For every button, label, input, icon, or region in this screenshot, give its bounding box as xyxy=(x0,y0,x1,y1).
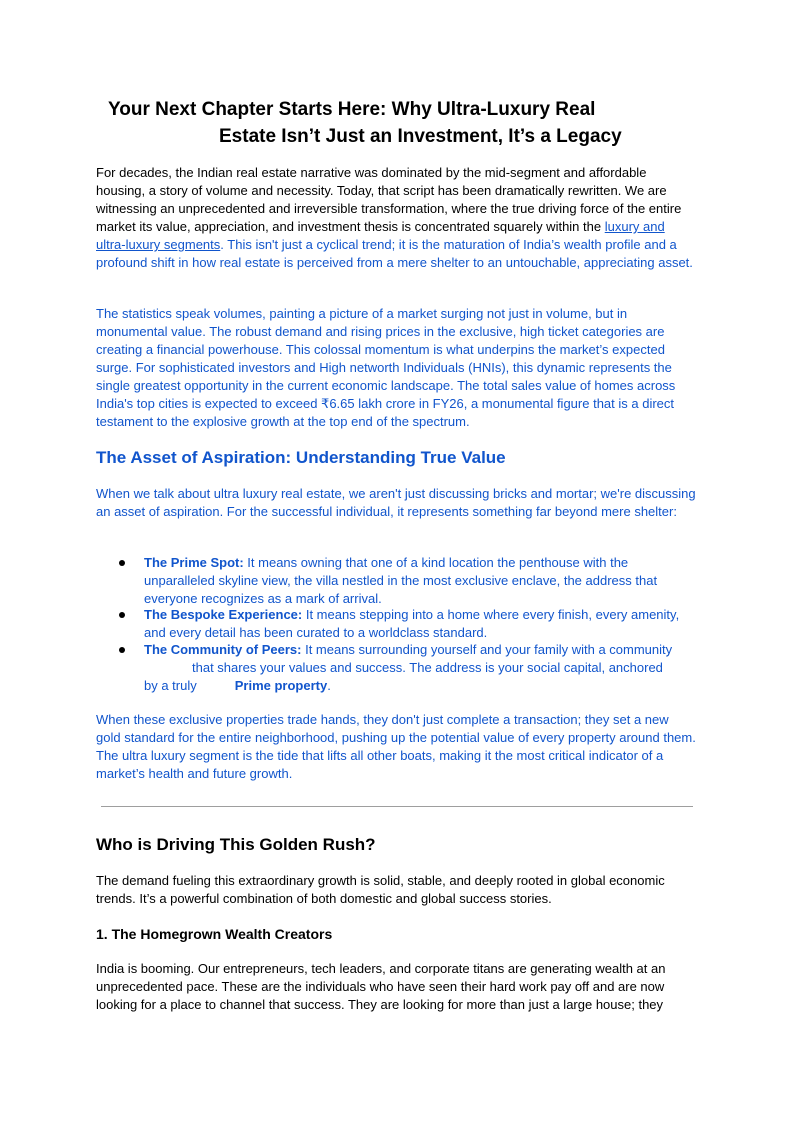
bullet-icon xyxy=(119,612,125,618)
stats-paragraph: The statistics speak volumes, painting a picture of a market surging not just in volume, but in monumental value. The robust demand and rising prices in the exclusive, high ticket categories are creating a financial powerhouse. This colossal momentum is what underpins the market’s expected surge. For sophisticated investors and High networth Individuals (HNIs), this dynamic represents the single greatest opportunity in the current economic landscape. The total sales value of homes across India's top cities is expected to exceed ₹6.65 lakh crore in FY26, a monumental figure that is a direct testament to the explosive growth at the top end of the spectrum. xyxy=(96,306,676,429)
intro-paragraph xyxy=(96,164,696,272)
aspiration-closing: When these exclusive properties trade hands, they don't just complete a transaction; they set a new gold standard for the entire neighborhood, pushing up the potential value of every property around them. The ultra luxury segment is the tide that lifts all other boats, making it the most critical indicator of a market’s health and future growth. xyxy=(96,712,696,781)
bullet-label: The Bespoke Experience: xyxy=(144,607,303,622)
aspiration-heading: The Asset of Aspiration: Understanding True Value xyxy=(96,448,506,467)
bullet-label: The Prime Spot: xyxy=(144,555,244,570)
aspiration-intro: When we talk about ultra luxury real estate, we aren't just discussing bricks and mortar; we're discussing an asset of aspiration. For the successful individual, it represents something far beyond mere shelter: xyxy=(96,486,696,519)
luxury-segments-link[interactable]: luxury and ultra-luxury segments xyxy=(96,219,665,252)
bullet-text: It means owning that one of a kind location the penthouse with the unparalleled skyline view, the villa nestled in the most exclusive enclave, the address that everyone recognizes as a mark of arrival. xyxy=(144,555,658,606)
bullet-icon xyxy=(119,647,125,653)
horizontal-rule xyxy=(101,806,693,807)
bullet-icon xyxy=(119,560,125,566)
intro-text-continued: . This isn't just a cyclical trend; it is the maturation of India’s wealth profile and a profound shift in how real estate is perceived from a mere shelter to an untouchable, appreciating asset. xyxy=(96,237,693,270)
prime-property-label: Prime property xyxy=(234,678,328,693)
wealth-creators-subheading: 1. The Homegrown Wealth Creators xyxy=(96,926,333,942)
bullet-text-end: . xyxy=(327,678,331,693)
intro-text: For decades, the Indian real estate narrative was dominated by the mid-segment and affordable housing, a story of volume and necessity. Today, that script has been dramatically rewritten. We are witnessing an unprecedented and irreversible transformation, where the true driving force of the entire market its value, appreciation, and investment thesis is concentrated squarely within the xyxy=(96,165,682,234)
bullet-text-line-2: that shares your values and success. The address is your social capital, anchored xyxy=(192,660,663,675)
wealth-creators-paragraph: India is booming. Our entrepreneurs, tech leaders, and corporate titans are generating wealth at an unprecedented pace. These are the individuals who have seen their hard work pay off and are now looking for a place to channel that success. They are looking for more than just a large house; they xyxy=(96,961,666,1012)
golden-rush-intro: The demand fueling this extraordinary growth is solid, stable, and deeply rooted in global economic trends. It’s a powerful combination of both domestic and global success stories. xyxy=(96,873,665,906)
bullet-prime-spot xyxy=(144,554,696,608)
bullet-text: It means stepping into a home where every finish, every amenity, and every detail has been curated to a worldclass standard. xyxy=(144,607,680,640)
bullet-text-line-3: by a truly xyxy=(144,678,197,693)
title-line-2: Estate Isn’t Just an Investment, It’s a Legacy xyxy=(219,126,622,147)
title-line-1: Your Next Chapter Starts Here: Why Ultra-Luxury Real xyxy=(108,99,596,120)
bullet-bespoke-experience xyxy=(144,606,696,642)
bullet-label: The Community of Peers: xyxy=(144,642,302,657)
bullet-text: It means surrounding yourself and your family with a community xyxy=(301,642,673,657)
golden-rush-heading: Who is Driving This Golden Rush? xyxy=(96,835,376,854)
bullet-community-of-peers xyxy=(144,641,696,695)
